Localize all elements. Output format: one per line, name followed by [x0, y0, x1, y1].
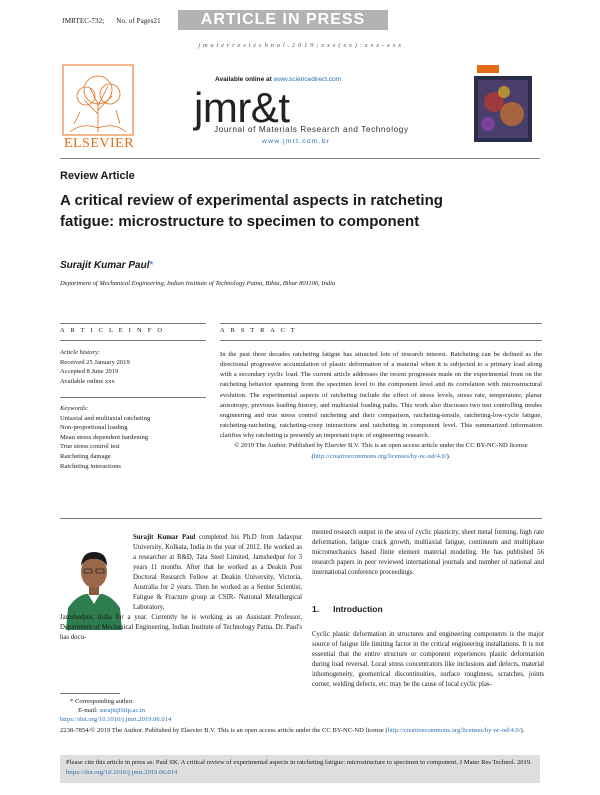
doi-line	[60, 715, 302, 724]
abstract-body	[220, 350, 542, 462]
copyright-close: ).	[520, 727, 525, 734]
history-received: Received 25 January 2019	[60, 358, 130, 366]
bio-name: Surajit Kumar Paul	[133, 534, 196, 541]
cite-this-article-box	[60, 755, 540, 783]
author-line	[60, 260, 153, 271]
article-info-heading: A R T I C L E I N F O	[60, 327, 165, 334]
history-online: Available online xxx	[60, 377, 115, 385]
introduction-heading	[312, 604, 383, 614]
author-affiliation: Department of Mechanical Engineering, Indian Institute of Technology Patna, Bihta, Bihar 801106, India	[60, 280, 336, 287]
available-prefix: Available online at	[215, 76, 272, 83]
article-info-divider	[60, 397, 206, 398]
history-accepted: Accepted 8 June 2019	[60, 368, 119, 376]
author-name: Surajit Kumar Paul	[60, 260, 150, 271]
abstract-rule-top	[220, 323, 542, 324]
abstract-text: In the past three decades ratcheting fatigue has attracted lots of research interest. Ratcheting can be defined as the directional progressive accumulation of plastic deformation of a material when it is subjected to a primary load along with a secondary cyclic load. The current article addresses the recent progresses made on the experimental front on the ratcheting behavior spanning from the specimen level to the component level and its correlation with microstructural evolution. The experimental aspects of ratcheting include the effect of stress levels, stress rate, temperature, planar anisotropy, previous loading history, and multiaxial loading paths. This work also discusses two test controlling modes engineering and true stress control ratcheting and their comparison, ratcheting-tensile, ratcheting-low-cycle fatigue, ratcheting-ratcheting, ratcheting-creep interactions and ratcheting in component level. This summarized information clarifies why ratcheting is presently an important topic of engineering research.	[220, 351, 542, 440]
email-link[interactable]: surajit@iitp.ac.in	[99, 707, 146, 715]
abstract-license	[220, 441, 542, 461]
journal-cover-image	[474, 62, 532, 142]
article-history	[60, 348, 210, 386]
bio-text-left: Jamshedpur, India for a year. Currently he is working as an Assistant Professor, Department of Mechanical Engineering, Indian Institute of Technology Patna. Dr. Paul's has docu-	[60, 614, 302, 642]
abstract-rule-bottom	[220, 340, 542, 341]
article-info-rule-bottom	[60, 340, 206, 341]
cite-text: Please cite this article in press as: Paul SK. A critical review of experimental aspects in ratcheting fatigue: microstructure to specimen to component. J Mater Res Technol. 2019.	[66, 759, 532, 766]
bio-text-lead: completed his Ph.D from Jadavpur University, Kolkata, India in the year of 2012. He worked as a researcher at R&D, Tata Steel Limited, Jamshedpur for 3 years 11 months. After that he worked as a Deakin Post Doctoral Research Fellow at Deakin University, Victoria, Australia for 2 years. Then he worked as a Senior Scientist, Fatigue & Fracture group at CSIR- National Metallurgical Laboratory,	[133, 534, 303, 612]
doi-link[interactable]: https://doi.org/10.1016/j.jmrt.2019.06.014	[60, 716, 172, 724]
keyword-item: Mean stress dependent hardening	[60, 433, 149, 441]
corresponding-author-note: * Corresponding author.	[70, 698, 134, 705]
keyword-item: Ratcheting damage	[60, 452, 111, 460]
journal-name: Journal of Materials Research and Technology	[214, 125, 409, 134]
bio-continuation: mented research output in the area of cyclic plasticity, sheet metal forming, high rate deformation, fatigue crack growth, multiaxial fatigue, continuum and multiphase micromechanics based finite element material modeling. He has published 56 research papers in peer reviewed international journals and number of national and international conference proceedings.	[312, 529, 544, 577]
abstract-heading: A B S T R A C T	[220, 327, 297, 334]
copyright-text: 2238-7854/© 2019 The Author. Published by Elsevier B.V. This is an open access article under the CC BY-NC-ND license (	[60, 727, 388, 734]
journal-url[interactable]: www.jmrt.com.br	[262, 138, 331, 145]
manuscript-id: JMRTEC-732;	[62, 17, 105, 25]
publisher-name: ELSEVIER	[63, 136, 135, 151]
author-biography	[60, 533, 302, 644]
available-online	[215, 76, 341, 83]
history-label: Article history:	[60, 349, 101, 356]
keyword-item: Uniaxial and multiaxial ratcheting	[60, 414, 151, 422]
license-link[interactable]: http://creativecommons.org/licenses/by-nc-nd/4.0/	[313, 452, 447, 460]
cite-doi-link[interactable]: https://doi.org/10.1016/j.jmrt.2019.06.014	[66, 768, 178, 776]
footnote-rule	[60, 693, 120, 694]
page-count: No. of Pages21	[116, 17, 161, 25]
keyword-item: Non-proportional loading	[60, 424, 128, 432]
journal-logo-text: jmr&t	[194, 84, 290, 131]
footnote	[60, 697, 302, 725]
running-header-left	[62, 17, 161, 25]
article-in-press-banner: ARTICLE IN PRESS	[178, 10, 388, 30]
section-number: 1.	[312, 604, 320, 614]
keyword-item: True stress control test	[60, 443, 120, 451]
article-title: A critical review of experimental aspects in ratcheting fatigue: microstructure to specimen to component	[60, 192, 443, 230]
license-text: © 2019 The Author. Published by Elsevier B.V. This is an open access article under the CC BY-NC-ND license (	[234, 442, 528, 460]
email-label: E-mail:	[78, 707, 98, 715]
abstract-bottom-rule	[60, 518, 542, 519]
journal-citation-line: j m a t e r r e s t e c h n o l . 2 0 1 9 ; x x x ( x x ) : x x x - x x x	[198, 42, 402, 49]
keywords	[60, 404, 210, 471]
keyword-item: Ratcheting interactions	[60, 462, 121, 470]
keywords-label: Keywords:	[60, 405, 89, 412]
email-line	[60, 706, 302, 715]
section-title: Introduction	[333, 604, 383, 614]
introduction-body: Cyclic plastic deformation in structures and engineering components is the major source of fatigue life limiting factor in the critical engineering installations. It is not essential that the entire structure or component experiences plastic deformation during load reversal. Local stress concentrators like inclusions and defects, material inhomogeneity, geometrical discontinuities, surface roughness, scratches, joints corner, welding defects, etc. may be the cause of local cyclic plas-	[312, 631, 544, 689]
article-type: Review Article	[60, 170, 135, 182]
copyright-notice	[60, 726, 544, 736]
article-info-rule-top	[60, 323, 206, 324]
copyright-license-link[interactable]: http://creativecommons.org/licenses/by-nc-nd/4.0/	[387, 727, 521, 734]
sciencedirect-link[interactable]: www.sciencedirect.com	[273, 76, 342, 83]
license-close: ).	[446, 452, 451, 460]
bio-lead	[60, 533, 302, 613]
corresponding-author-mark[interactable]: *	[149, 260, 154, 271]
